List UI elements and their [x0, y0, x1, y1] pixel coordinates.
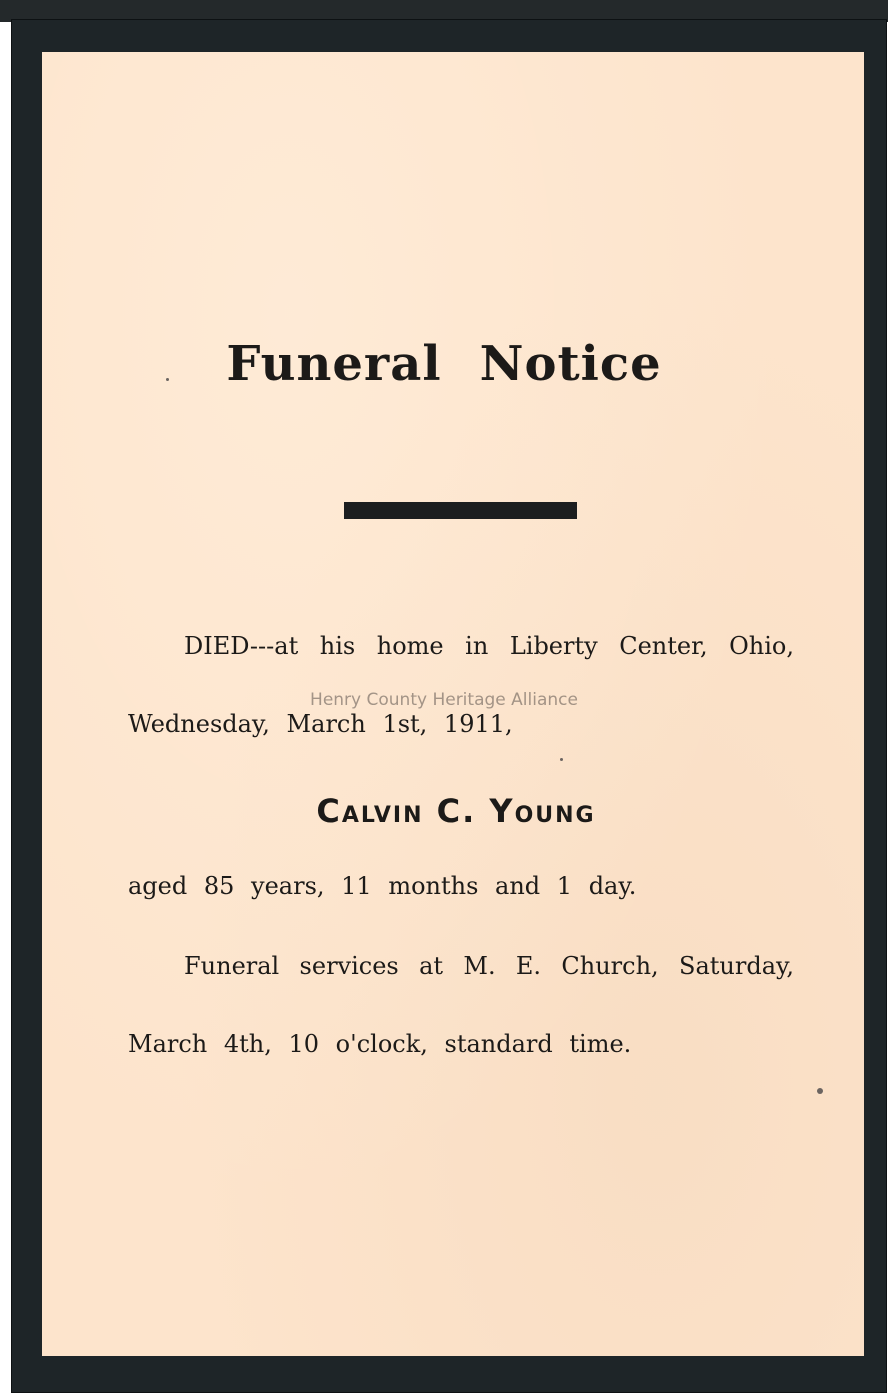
- mourning-rule: [344, 502, 577, 519]
- card-top-edge: [0, 0, 888, 22]
- deceased-name: Calvin C. Young: [316, 792, 596, 830]
- title-word-funeral: Funeral: [226, 336, 442, 392]
- funeral-services-line: Funeral services at M. E. Church, Saturday,: [184, 952, 794, 980]
- paper-speck: [560, 758, 563, 761]
- death-statement-line: DIED---at his home in Liberty Center, Ohio,: [184, 632, 794, 660]
- service-time-line: March 4th, 10 o'clock, standard time.: [128, 1030, 632, 1058]
- notice-paper: [42, 52, 864, 1356]
- watermark-text: Henry County Heritage Alliance: [310, 690, 578, 710]
- death-date-line: Wednesday, March 1st, 1911,: [128, 710, 513, 738]
- title-word-notice: Notice: [479, 336, 662, 392]
- paper-speck: [817, 1088, 823, 1094]
- age-line: aged 85 years, 11 months and 1 day.: [128, 872, 637, 900]
- page-title: [0, 336, 888, 392]
